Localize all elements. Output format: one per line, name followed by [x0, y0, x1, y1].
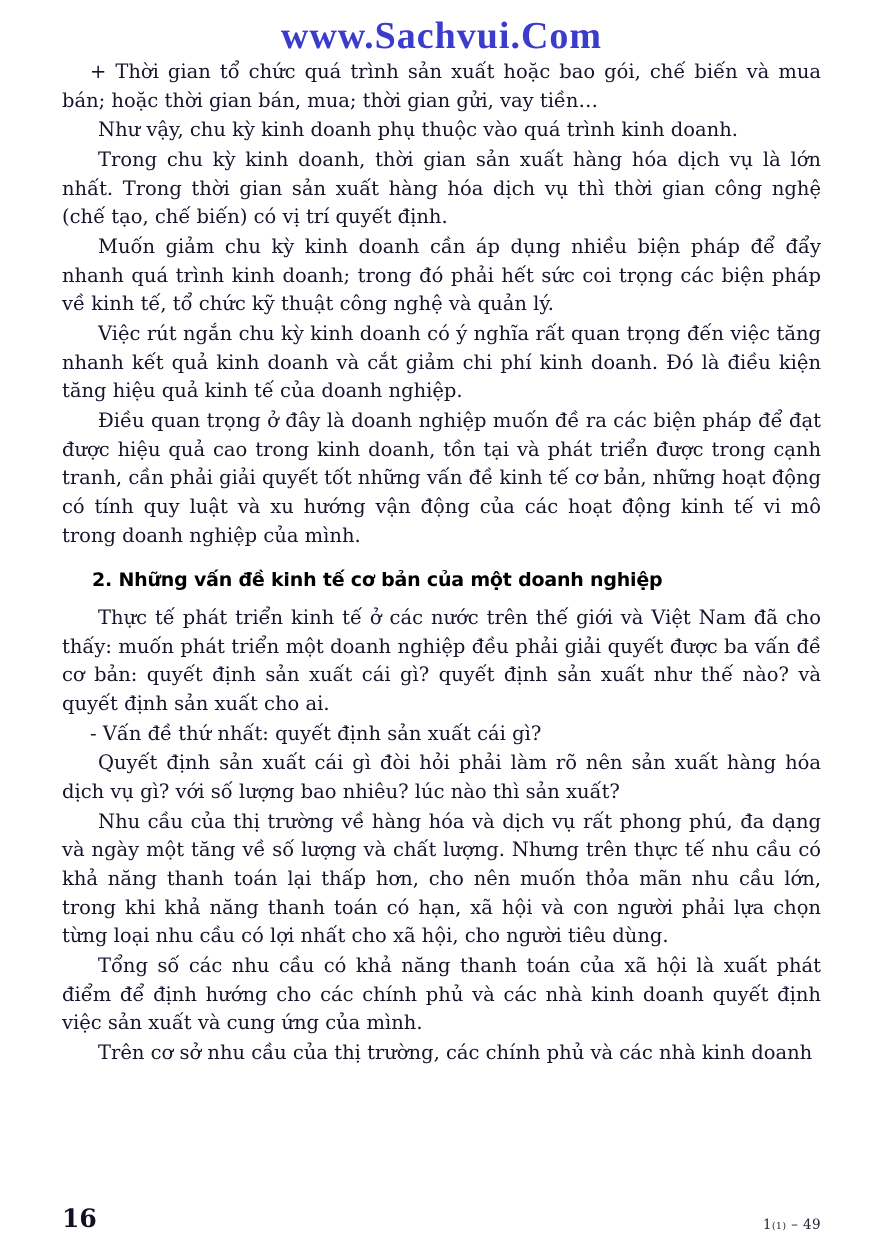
paragraph: Quyết định sản xuất cái gì đòi hỏi phải làm rõ nên sản xuất hàng hóa dịch vụ gì? với số lượng bao nhiêu? lúc nào thì sản xuất? [62, 751, 821, 804]
paragraph: - Vấn đề thứ nhất: quyết định sản xuất cái gì? [90, 721, 542, 745]
section-heading: 2. Những vấn đề kinh tế cơ bản của một doanh nghiệp [92, 569, 663, 592]
paragraph: Nhu cầu của thị trường về hàng hóa và dịch vụ rất phong phú, đa dạng và ngày một tăng về số lượng và chất lượng. Nhưng trên thực tế nhu cầu có khả năng thanh toán lại thấp hơn, cho nên muốn thỏa mãn nhu cầu lớn, trong khi khả năng thanh toán có hạn, xã hội và con người phải lựa chọn từng loại nhu cầu có lợi nhất cho xã hội, cho người tiêu dùng. [62, 809, 821, 948]
watermark-text: www.Sachvui.Com [280, 15, 603, 57]
paragraph: Như vậy, chu kỳ kinh doanh phụ thuộc vào quá trình kinh doanh. [98, 118, 738, 142]
paragraph: Trên cơ sở nhu cầu của thị trường, các chính phủ và các nhà kinh doanh [98, 1040, 813, 1064]
paragraph: + Thời gian tổ chức quá trình sản xuất hoặc bao gói, chế biến và mua bán; hoặc thời gian bán, mua; thời gian gửi, vay tiền… [62, 60, 821, 112]
document-body [62, 58, 821, 1068]
paragraph: Trong chu kỳ kinh doanh, thời gian sản xuất hàng hóa dịch vụ là lớn nhất. Trong thời gian sản xuất hàng hóa dịch vụ thì thời gian công nghệ (chế tạo, chế biến) có vị trí quyết định. [62, 147, 821, 229]
paragraph: Thực tế phát triển kinh tế ở các nước trên thế giới và Việt Nam đã cho thấy: muốn phát triển một doanh nghiệp đều phải giải quyết được ba vấn đề cơ bản: quyết định sản xuất cái gì? quyết định sản xuất như thế nào? và quyết định sản xuất cho ai. [62, 606, 821, 716]
paragraph: Điều quan trọng ở đây là doanh nghiệp muốn đề ra các biện pháp để đạt được hiệu quả cao trong kinh doanh, tồn tại và phát triển được trong cạnh tranh, cần phải giải quyết tốt những vấn đề kinh tế cơ bản, những hoạt động có tính quy luật và xu hướng vận động của các hoạt động kinh tế vi mô trong doanh nghiệp của mình. [62, 408, 821, 547]
page-number: 16 [62, 1204, 97, 1233]
signature-prefix: 1 [762, 1217, 772, 1233]
signature-mark [763, 1217, 821, 1233]
paragraph: Việc rút ngắn chu kỳ kinh doanh có ý nghĩa rất quan trọng đến việc tăng nhanh kết quả kinh doanh và cắt giảm chi phí kinh doanh. Đó là điều kiện tăng hiệu quả kinh tế của doanh nghiệp. [62, 321, 821, 403]
signature-suffix: – 49 [786, 1217, 821, 1233]
paragraph: Tổng số các nhu cầu có khả năng thanh toán của xã hội là xuất phát điểm để định hướng cho các chính phủ và các nhà kinh doanh quyết định việc sản xuất và cung ứng của mình. [62, 953, 821, 1035]
signature-sub: (1) [771, 1221, 787, 1232]
paragraph: Muốn giảm chu kỳ kinh doanh cần áp dụng nhiều biện pháp để đẩy nhanh quá trình kinh doanh; trong đó phải hết sức coi trọng các biện pháp về kinh tế, tổ chức kỹ thuật công nghệ và quản lý. [62, 234, 821, 316]
page-footer [62, 1204, 821, 1233]
